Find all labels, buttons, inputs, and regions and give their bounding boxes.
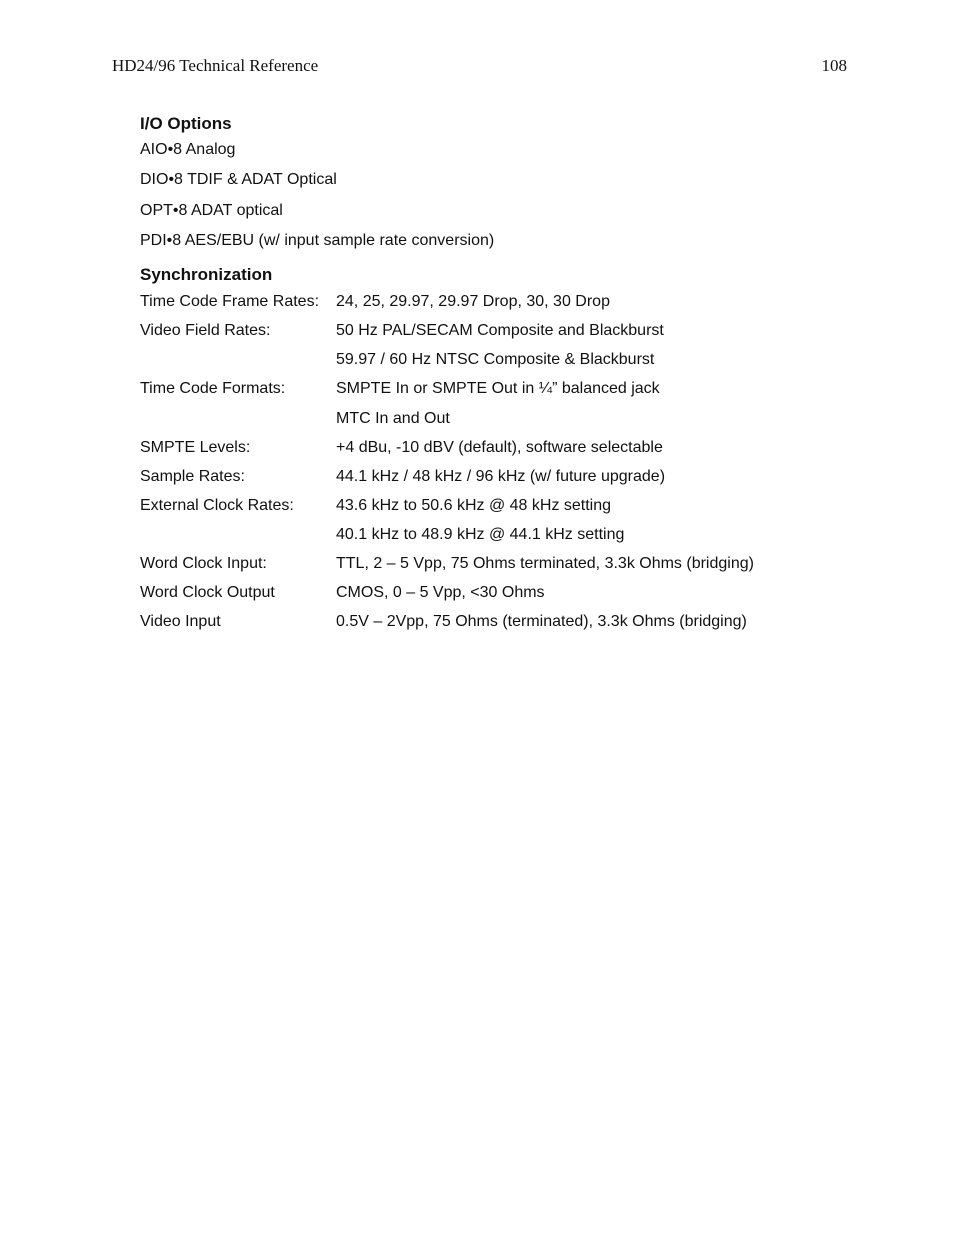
spec-row [140, 580, 840, 609]
spec-label: External Clock Rates: [140, 496, 294, 514]
spec-label [140, 406, 336, 435]
spec-row [140, 609, 840, 638]
spec-label: Time Code Formats: [140, 380, 286, 398]
io-options-list [140, 136, 840, 257]
spec-label: Word Clock Output [140, 584, 275, 602]
spec-row [140, 464, 840, 493]
spec-row [140, 551, 840, 580]
synchronization-spec-table [140, 289, 840, 638]
spec-label: Video Field Rates: [140, 322, 271, 340]
spec-row [140, 493, 840, 522]
spec-value: CMOS, 0 – 5 Vpp, <30 Ohms [336, 584, 545, 602]
spec-row [140, 435, 840, 464]
io-option-item: DIO•8 TDIF & ADAT Optical [140, 171, 337, 189]
spec-label: Word Clock Input: [140, 555, 267, 573]
spec-value: SMPTE In or SMPTE Out in ¼” balanced jack [336, 380, 660, 398]
spec-value: +4 dBu, -10 dBV (default), software selectable [336, 438, 663, 456]
spec-value: 24, 25, 29.97, 29.97 Drop, 30, 30 Drop [336, 293, 610, 311]
spec-value: 50 Hz PAL/SECAM Composite and Blackburst [336, 322, 664, 340]
spec-row [140, 406, 840, 435]
io-option-item: OPT•8 ADAT optical [140, 201, 283, 219]
page-header [112, 56, 847, 78]
spec-row [140, 347, 840, 376]
page-content [140, 112, 840, 638]
spec-value: 40.1 kHz to 48.9 kHz @ 44.1 kHz setting [336, 525, 625, 543]
spec-value: MTC In and Out [336, 409, 450, 427]
spec-value: TTL, 2 – 5 Vpp, 75 Ohms terminated, 3.3k Ohms (bridging) [336, 555, 754, 573]
spec-label [140, 522, 336, 551]
spec-label: Sample Rates: [140, 467, 245, 485]
spec-row [140, 522, 840, 551]
io-option-item: AIO•8 Analog [140, 141, 236, 158]
io-option-item: PDI•8 AES/EBU (w/ input sample rate conversion) [140, 231, 495, 249]
spec-value: 0.5V – 2Vpp, 75 Ohms (terminated), 3.3k Ohms (bridging) [336, 613, 747, 631]
spec-row [140, 318, 840, 347]
spec-row [140, 289, 840, 318]
spec-value: 44.1 kHz / 48 kHz / 96 kHz (w/ future upgrade) [336, 467, 666, 485]
spec-value: 43.6 kHz to 50.6 kHz @ 48 kHz setting [336, 496, 612, 514]
spec-value: 59.97 / 60 Hz NTSC Composite & Blackburst [336, 351, 655, 369]
spec-label: SMPTE Levels: [140, 438, 251, 456]
spec-label [140, 347, 336, 376]
page-number: 108 [821, 56, 847, 75]
spec-label: Video Input [140, 613, 221, 631]
io-options-heading: I/O Options [140, 114, 232, 133]
spec-row [140, 376, 840, 405]
spec-label: Time Code Frame Rates: [140, 293, 320, 311]
synchronization-heading: Synchronization [140, 265, 273, 285]
document-title: HD24/96 Technical Reference [112, 56, 319, 75]
